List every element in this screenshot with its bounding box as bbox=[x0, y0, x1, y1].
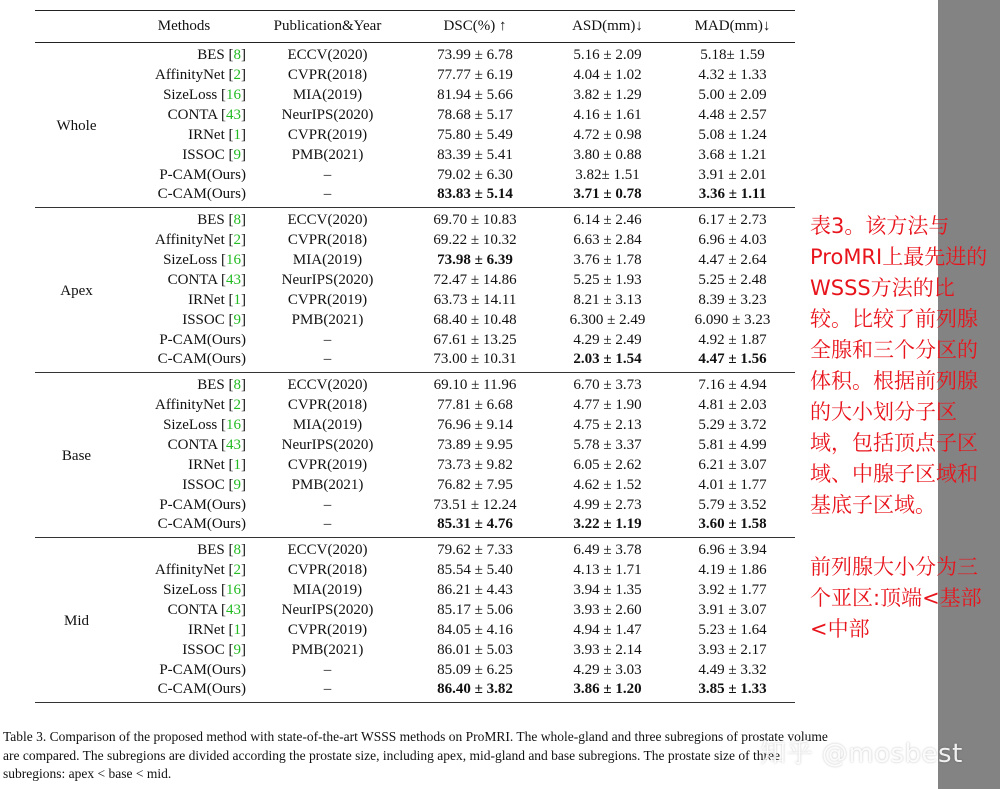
mad-cell: 5.23 ± 1.64 bbox=[698, 621, 767, 638]
method-name: P-CAM(Ours) bbox=[159, 661, 246, 678]
pub-cell: MIA(2019) bbox=[292, 86, 363, 103]
method-cell: IRNet [1] bbox=[188, 621, 246, 638]
asd-cell: 3.93 ± 2.14 bbox=[573, 641, 642, 658]
asd-cell: 3.76 ± 1.78 bbox=[573, 251, 642, 268]
method-cell: BES [8] bbox=[197, 212, 246, 228]
table-row bbox=[35, 330, 795, 350]
group-section-apex bbox=[35, 208, 795, 373]
dsc-cell: 83.39 ± 5.41 bbox=[437, 146, 513, 163]
method-name: P-CAM(Ours) bbox=[159, 496, 246, 513]
group-section-mid bbox=[35, 538, 795, 703]
citation-link[interactable]: 8 bbox=[233, 212, 241, 228]
asd-cell: 4.04 ± 1.02 bbox=[573, 66, 642, 83]
asd-cell: 4.75 ± 2.13 bbox=[573, 416, 642, 433]
method-name: CONTA bbox=[167, 271, 218, 288]
dsc-cell: 81.94 ± 5.66 bbox=[437, 86, 513, 103]
method-cell: ISSOC [9] bbox=[182, 476, 246, 493]
citation-link[interactable]: 16 bbox=[226, 416, 241, 433]
method-name: IRNet bbox=[188, 126, 225, 143]
mad-cell: 8.39 ± 3.23 bbox=[698, 291, 767, 308]
table-row bbox=[35, 435, 795, 455]
pub-cell: CVPR(2019) bbox=[287, 126, 368, 143]
group-label: Base bbox=[61, 448, 92, 464]
asd-cell: 4.99 ± 2.73 bbox=[573, 496, 642, 513]
header-methods: Methods bbox=[157, 18, 211, 34]
dsc-cell: 77.81 ± 6.68 bbox=[437, 396, 513, 413]
mad-cell: 4.92 ± 1.87 bbox=[698, 331, 767, 348]
pub-cell: – bbox=[323, 496, 332, 513]
method-cell: SizeLoss [16] bbox=[163, 251, 246, 268]
dsc-cell: 73.00 ± 10.31 bbox=[433, 351, 517, 367]
asd-cell: 5.16 ± 2.09 bbox=[573, 47, 642, 63]
method-name: P-CAM(Ours) bbox=[159, 166, 246, 183]
pub-cell: PMB(2021) bbox=[291, 146, 364, 163]
method-name: ISSOC bbox=[182, 641, 225, 658]
mad-cell: 4.32 ± 1.33 bbox=[698, 66, 767, 83]
dsc-cell: 86.40 ± 3.82 bbox=[437, 681, 513, 697]
dsc-cell: 86.21 ± 4.43 bbox=[437, 581, 513, 598]
header-asd: ASD(mm)↓ bbox=[572, 18, 643, 34]
citation-link[interactable]: 2 bbox=[233, 561, 241, 578]
method-cell: AffinityNet [2] bbox=[155, 396, 246, 413]
table-row bbox=[35, 538, 795, 561]
dsc-cell: 63.73 ± 14.11 bbox=[433, 291, 517, 308]
annotation-note bbox=[810, 211, 990, 645]
citation-link[interactable]: 43 bbox=[226, 436, 241, 453]
pub-cell: – bbox=[323, 351, 332, 367]
mad-cell: 3.85 ± 1.33 bbox=[698, 681, 767, 697]
citation-link[interactable]: 16 bbox=[226, 251, 241, 268]
mad-cell: 5.08 ± 1.24 bbox=[698, 126, 767, 143]
pub-cell: ECCV(2020) bbox=[287, 377, 368, 393]
citation-link[interactable]: 43 bbox=[226, 106, 241, 123]
table-row bbox=[35, 395, 795, 415]
dsc-cell: 72.47 ± 14.86 bbox=[433, 271, 517, 288]
asd-cell: 4.29 ± 3.03 bbox=[573, 661, 642, 678]
dsc-cell: 73.73 ± 9.82 bbox=[437, 456, 513, 473]
table-row bbox=[35, 600, 795, 620]
table-row bbox=[35, 125, 795, 145]
dsc-cell: 85.31 ± 4.76 bbox=[437, 516, 513, 532]
asd-cell: 4.13 ± 1.71 bbox=[573, 561, 642, 578]
header-mad: MAD(mm)↓ bbox=[694, 18, 771, 34]
citation-link[interactable]: 2 bbox=[233, 396, 241, 413]
method-cell: SizeLoss [16] bbox=[163, 416, 246, 433]
method-name: BES bbox=[197, 212, 225, 228]
method-name: C-CAM(Ours) bbox=[157, 681, 246, 697]
pub-cell: CVPR(2018) bbox=[287, 561, 368, 578]
table-row bbox=[35, 660, 795, 680]
results-table bbox=[35, 10, 795, 703]
table-row bbox=[35, 270, 795, 290]
dsc-cell: 69.10 ± 11.96 bbox=[433, 377, 517, 393]
annotation-paragraph-2: 前列腺大小分为三个亚区:顶端<基部<中部 bbox=[810, 555, 982, 641]
method-name: C-CAM(Ours) bbox=[157, 351, 246, 367]
pub-cell: MIA(2019) bbox=[292, 416, 363, 433]
asd-cell: 3.22 ± 1.19 bbox=[573, 516, 642, 532]
table-row bbox=[35, 640, 795, 660]
asd-cell: 3.93 ± 2.60 bbox=[573, 601, 642, 618]
table-row bbox=[35, 185, 795, 208]
citation-link[interactable]: 16 bbox=[226, 581, 241, 598]
mad-cell: 6.96 ± 4.03 bbox=[698, 231, 767, 248]
mad-cell: 6.21 ± 3.07 bbox=[698, 456, 767, 473]
method-name: ISSOC bbox=[182, 146, 225, 163]
asd-cell: 6.05 ± 2.62 bbox=[573, 456, 642, 473]
citation-link[interactable]: 2 bbox=[233, 66, 241, 83]
citation-link[interactable]: 9 bbox=[233, 146, 241, 163]
asd-cell: 6.300 ± 2.49 bbox=[569, 311, 646, 328]
citation-link[interactable]: 16 bbox=[226, 86, 241, 103]
method-name: BES bbox=[197, 542, 225, 558]
table-row bbox=[35, 165, 795, 185]
mad-cell: 5.25 ± 2.48 bbox=[698, 271, 767, 288]
table-row bbox=[35, 85, 795, 105]
pub-cell: CVPR(2019) bbox=[287, 621, 368, 638]
method-name: BES bbox=[197, 47, 225, 63]
pub-cell: NeurIPS(2020) bbox=[281, 601, 374, 618]
mad-cell: 4.48 ± 2.57 bbox=[698, 106, 767, 123]
method-name: SizeLoss bbox=[163, 86, 218, 103]
asd-cell: 3.94 ± 1.35 bbox=[573, 581, 642, 598]
asd-cell: 3.82± 1.51 bbox=[575, 166, 640, 183]
table-row bbox=[35, 65, 795, 85]
table-row bbox=[35, 475, 795, 495]
method-cell bbox=[118, 185, 250, 208]
asd-cell: 5.78 ± 3.37 bbox=[573, 436, 642, 453]
asd-cell: 6.63 ± 2.84 bbox=[573, 231, 642, 248]
method-name: AffinityNet bbox=[155, 561, 225, 578]
method-cell: SizeLoss [16] bbox=[163, 86, 246, 103]
dsc-cell: 79.02 ± 6.30 bbox=[437, 166, 513, 183]
method-cell: IRNet [1] bbox=[188, 456, 246, 473]
dsc-cell: 85.09 ± 6.25 bbox=[437, 661, 513, 678]
pub-cell: CVPR(2019) bbox=[287, 291, 368, 308]
asd-cell: 3.71 ± 0.78 bbox=[573, 186, 642, 202]
group-label: Apex bbox=[60, 283, 93, 299]
asd-cell: 5.25 ± 1.93 bbox=[573, 271, 642, 288]
mad-cell: 3.93 ± 2.17 bbox=[698, 641, 767, 658]
method-name: AffinityNet bbox=[155, 396, 225, 413]
pub-cell: PMB(2021) bbox=[291, 641, 364, 658]
method-cell: AffinityNet [2] bbox=[155, 231, 246, 248]
asd-cell: 3.80 ± 0.88 bbox=[573, 146, 642, 163]
header-group bbox=[35, 11, 118, 43]
method-cell: CONTA [43] bbox=[167, 436, 246, 453]
asd-cell: 2.03 ± 1.54 bbox=[573, 351, 642, 367]
method-name: IRNet bbox=[188, 456, 225, 473]
dsc-cell: 69.70 ± 10.83 bbox=[433, 212, 517, 228]
annotation-paragraph-1: 表3。该方法与ProMRI上最先进的WSSS方法的比较。比较了前列腺全腺和三个分区的体积。根据前列腺的大小划分子区域，包括顶点子区域、中腺子区域和基底子区域。 bbox=[810, 214, 988, 517]
method-name: SizeLoss bbox=[163, 581, 218, 598]
pub-cell: MIA(2019) bbox=[292, 251, 363, 268]
citation-link[interactable]: 9 bbox=[233, 476, 241, 493]
dsc-cell: 76.82 ± 7.95 bbox=[437, 476, 513, 493]
dsc-cell: 73.51 ± 12.24 bbox=[433, 496, 517, 513]
pub-cell: – bbox=[323, 661, 332, 678]
method-cell: AffinityNet [2] bbox=[155, 561, 246, 578]
method-cell: CONTA [43] bbox=[167, 271, 246, 288]
method-name: CONTA bbox=[167, 601, 218, 618]
pub-cell: ECCV(2020) bbox=[287, 542, 368, 558]
table-row bbox=[35, 145, 795, 165]
mad-cell: 4.47 ± 2.64 bbox=[698, 251, 767, 268]
table-row bbox=[35, 105, 795, 125]
citation-link[interactable]: 1 bbox=[233, 621, 241, 638]
dsc-cell: 85.17 ± 5.06 bbox=[437, 601, 513, 618]
table-row bbox=[35, 350, 795, 373]
dsc-cell: 67.61 ± 13.25 bbox=[433, 331, 517, 348]
header-row bbox=[35, 11, 795, 43]
method-cell: ISSOC [9] bbox=[182, 311, 246, 328]
table-header bbox=[35, 11, 795, 43]
dsc-cell: 79.62 ± 7.33 bbox=[437, 542, 513, 558]
table-row bbox=[35, 230, 795, 250]
method-name: CONTA bbox=[167, 106, 218, 123]
mad-cell: 4.49 ± 3.32 bbox=[698, 661, 767, 678]
citation-link[interactable]: 9 bbox=[233, 641, 241, 658]
method-cell: SizeLoss [16] bbox=[163, 581, 246, 598]
pub-cell: – bbox=[323, 186, 332, 202]
method-cell bbox=[118, 495, 250, 515]
asd-cell: 3.82 ± 1.29 bbox=[573, 86, 642, 103]
method-name: IRNet bbox=[188, 621, 225, 638]
mad-cell: 4.47 ± 1.56 bbox=[698, 351, 767, 367]
method-cell: BES [8] bbox=[197, 542, 246, 558]
mad-cell: 4.19 ± 1.86 bbox=[698, 561, 767, 578]
mad-cell: 6.17 ± 2.73 bbox=[698, 212, 767, 228]
table-row bbox=[35, 680, 795, 703]
dsc-cell: 86.01 ± 5.03 bbox=[437, 641, 513, 658]
dsc-cell: 77.77 ± 6.19 bbox=[437, 66, 513, 83]
method-cell bbox=[118, 660, 250, 680]
method-name: BES bbox=[197, 377, 225, 393]
group-label: Mid bbox=[63, 613, 89, 629]
dsc-cell: 75.80 ± 5.49 bbox=[437, 126, 513, 143]
table-row bbox=[35, 43, 795, 66]
pub-cell: MIA(2019) bbox=[292, 581, 363, 598]
asd-cell: 4.94 ± 1.47 bbox=[573, 621, 642, 638]
pub-cell: NeurIPS(2020) bbox=[281, 106, 374, 123]
mad-cell: 4.81 ± 2.03 bbox=[698, 396, 767, 413]
table-row bbox=[35, 373, 795, 396]
mad-cell: 3.36 ± 1.11 bbox=[698, 186, 767, 202]
citation-link[interactable]: 2 bbox=[233, 231, 241, 248]
mad-cell: 3.60 ± 1.58 bbox=[698, 516, 767, 532]
mad-cell: 3.91 ± 2.01 bbox=[698, 166, 767, 183]
method-name: CONTA bbox=[167, 436, 218, 453]
asd-cell: 6.70 ± 3.73 bbox=[573, 377, 642, 393]
dsc-cell: 73.98 ± 6.39 bbox=[437, 251, 513, 268]
method-cell bbox=[118, 515, 250, 538]
dsc-cell: 78.68 ± 5.17 bbox=[437, 106, 513, 123]
method-cell: AffinityNet [2] bbox=[155, 66, 246, 83]
method-name: C-CAM(Ours) bbox=[157, 186, 246, 202]
method-cell bbox=[118, 330, 250, 350]
pub-cell: CVPR(2018) bbox=[287, 231, 368, 248]
table-row bbox=[35, 415, 795, 435]
method-cell: IRNet [1] bbox=[188, 126, 246, 143]
table-row bbox=[35, 208, 795, 231]
asd-cell: 4.72 ± 0.98 bbox=[573, 126, 642, 143]
citation-link[interactable]: 8 bbox=[233, 47, 241, 63]
pub-cell: ECCV(2020) bbox=[287, 212, 368, 228]
mad-cell: 5.18± 1.59 bbox=[700, 47, 765, 63]
method-name: AffinityNet bbox=[155, 231, 225, 248]
table-row bbox=[35, 495, 795, 515]
dsc-cell: 73.89 ± 9.95 bbox=[437, 436, 513, 453]
asd-cell: 6.14 ± 2.46 bbox=[573, 212, 642, 228]
citation-link[interactable]: 1 bbox=[233, 456, 241, 473]
table-row bbox=[35, 580, 795, 600]
table-row bbox=[35, 310, 795, 330]
mad-cell: 5.29 ± 3.72 bbox=[698, 416, 767, 433]
method-cell: BES [8] bbox=[197, 47, 246, 63]
method-cell bbox=[118, 680, 250, 703]
table-row bbox=[35, 250, 795, 270]
asd-cell: 3.86 ± 1.20 bbox=[573, 681, 642, 697]
dsc-cell: 76.96 ± 9.14 bbox=[437, 416, 513, 433]
method-cell: IRNet [1] bbox=[188, 291, 246, 308]
table-row bbox=[35, 515, 795, 538]
method-cell: CONTA [43] bbox=[167, 106, 246, 123]
mad-cell: 7.16 ± 4.94 bbox=[698, 377, 767, 393]
table-row bbox=[35, 455, 795, 475]
pub-cell: NeurIPS(2020) bbox=[281, 271, 374, 288]
table-row bbox=[35, 560, 795, 580]
pub-cell: PMB(2021) bbox=[291, 476, 364, 493]
method-cell: ISSOC [9] bbox=[182, 641, 246, 658]
method-name: AffinityNet bbox=[155, 66, 225, 83]
method-name: ISSOC bbox=[182, 311, 225, 328]
method-cell: CONTA [43] bbox=[167, 601, 246, 618]
asd-cell: 6.49 ± 3.78 bbox=[573, 542, 642, 558]
mad-cell: 5.00 ± 2.09 bbox=[698, 86, 767, 103]
group-section-base bbox=[35, 373, 795, 538]
pub-cell: PMB(2021) bbox=[291, 311, 364, 328]
pub-cell: CVPR(2018) bbox=[287, 396, 368, 413]
table-row bbox=[35, 620, 795, 640]
group-section-whole bbox=[35, 43, 795, 208]
header-dsc: DSC(%) ↑ bbox=[443, 18, 507, 34]
citation-link[interactable]: 8 bbox=[233, 542, 241, 558]
mad-cell: 6.090 ± 3.23 bbox=[694, 311, 771, 328]
group-label: Whole bbox=[56, 118, 97, 134]
citation-link[interactable]: 43 bbox=[226, 601, 241, 618]
watermark: 知乎 @mosbest bbox=[760, 739, 963, 769]
pub-cell: ECCV(2020) bbox=[287, 47, 368, 63]
citation-link[interactable]: 8 bbox=[233, 377, 241, 393]
mad-cell: 3.91 ± 3.07 bbox=[698, 601, 767, 618]
method-name: IRNet bbox=[188, 291, 225, 308]
citation-link[interactable]: 43 bbox=[226, 271, 241, 288]
citation-link[interactable]: 1 bbox=[233, 291, 241, 308]
mad-cell: 4.01 ± 1.77 bbox=[698, 476, 767, 493]
asd-cell: 4.77 ± 1.90 bbox=[573, 396, 642, 413]
mad-cell: 5.79 ± 3.52 bbox=[698, 496, 767, 513]
method-name: P-CAM(Ours) bbox=[159, 331, 246, 348]
dsc-cell: 73.99 ± 6.78 bbox=[437, 47, 513, 63]
method-cell: BES [8] bbox=[197, 377, 246, 393]
dsc-cell: 68.40 ± 10.48 bbox=[433, 311, 517, 328]
asd-cell: 8.21 ± 3.13 bbox=[573, 291, 642, 308]
asd-cell: 4.62 ± 1.52 bbox=[573, 476, 642, 493]
pub-cell: CVPR(2019) bbox=[287, 456, 368, 473]
pub-cell: CVPR(2018) bbox=[287, 66, 368, 83]
table-row bbox=[35, 290, 795, 310]
pub-cell: – bbox=[323, 516, 332, 532]
method-cell: ISSOC [9] bbox=[182, 146, 246, 163]
dsc-cell: 69.22 ± 10.32 bbox=[433, 231, 517, 248]
dsc-cell: 85.54 ± 5.40 bbox=[437, 561, 513, 578]
mad-cell: 5.81 ± 4.99 bbox=[698, 436, 767, 453]
mad-cell: 3.92 ± 1.77 bbox=[698, 581, 767, 598]
header-publication: Publication&Year bbox=[273, 18, 382, 34]
asd-cell: 4.16 ± 1.61 bbox=[573, 106, 642, 123]
method-name: ISSOC bbox=[182, 476, 225, 493]
pub-cell: – bbox=[323, 331, 332, 348]
dsc-cell: 83.83 ± 5.14 bbox=[437, 186, 513, 202]
asd-cell: 4.29 ± 2.49 bbox=[573, 331, 642, 348]
pub-cell: NeurIPS(2020) bbox=[281, 436, 374, 453]
annotation-gap bbox=[810, 521, 990, 552]
method-cell bbox=[118, 350, 250, 373]
table-caption: Table 3. Comparison of the proposed method with state-of-the-art WSSS methods on ProMRI. The whole-gland and three subregions of prostate volume are compared. The subregions are divided according the prostate size, including apex, mid-gland and base subregions. The prostate size of three subregions: apex < base < mid. bbox=[3, 729, 828, 781]
mad-cell: 3.68 ± 1.21 bbox=[698, 146, 767, 163]
method-name: SizeLoss bbox=[163, 251, 218, 268]
dsc-cell: 84.05 ± 4.16 bbox=[437, 621, 513, 638]
method-cell bbox=[118, 165, 250, 185]
method-name: SizeLoss bbox=[163, 416, 218, 433]
pub-cell: – bbox=[323, 681, 332, 697]
citation-link[interactable]: 1 bbox=[233, 126, 241, 143]
citation-link[interactable]: 9 bbox=[233, 311, 241, 328]
method-name: C-CAM(Ours) bbox=[157, 516, 246, 532]
pub-cell: – bbox=[323, 166, 332, 183]
mad-cell: 6.96 ± 3.94 bbox=[698, 542, 767, 558]
